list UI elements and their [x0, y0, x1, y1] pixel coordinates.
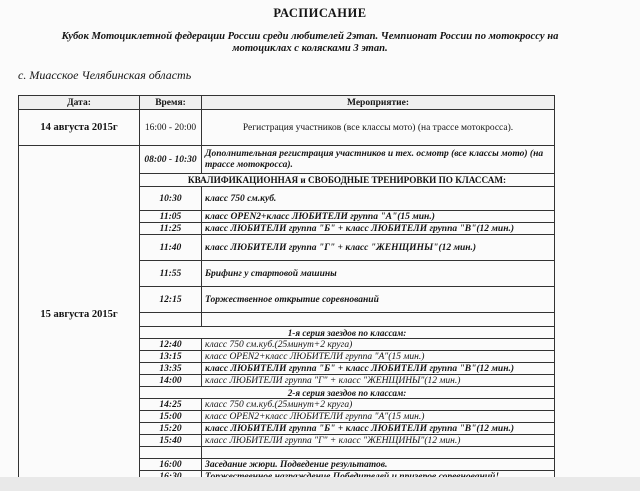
- time-cell: 12:15: [140, 287, 202, 313]
- event-cell: класс ЛЮБИТЕЛИ группа "Б" + класс ЛЮБИТЕЛИ группа "В"(12 мин.): [202, 223, 555, 235]
- event-cell: Заседание жюри. Подведение результатов.: [202, 459, 555, 471]
- location-line: с. Миасское Челябинская область: [18, 68, 192, 82]
- table-row: [19, 146, 555, 174]
- event-cell: Торжественное открытие соревнований: [202, 287, 555, 313]
- event-cell: класс 750 см.куб.(25минут+2 круга): [202, 399, 555, 411]
- event-cell: класс OPEN2+класс ЛЮБИТЕЛИ группа "А"(15 мин.): [202, 351, 555, 363]
- event-cell: Регистрация участников (все классы мото) (на трассе мотокросса).: [202, 110, 555, 146]
- header-date: Дата:: [19, 96, 140, 110]
- time-cell: 11:25: [140, 223, 202, 235]
- document-title: РАСПИСАНИЕ: [273, 6, 367, 20]
- date-cell: 14 августа 2015г: [19, 110, 140, 146]
- event-cell: класс OPEN2+класс ЛЮБИТЕЛИ группа "А"(15 мин.): [202, 211, 555, 223]
- date-cell: 15 августа 2015г: [19, 146, 140, 483]
- time-cell: 13:15: [140, 351, 202, 363]
- time-cell: 12:40: [140, 339, 202, 351]
- event-cell: класс ЛЮБИТЕЛИ группа "Б" + класс ЛЮБИТЕЛИ группа "В"(12 мин.): [202, 363, 555, 375]
- event-cell: класс 750 см.куб.(25минут+2 круга): [202, 339, 555, 351]
- event-cell: класс ЛЮБИТЕЛИ группа "Г" + класс "ЖЕНЩИНЫ"(12 мин.): [202, 235, 555, 261]
- section-header: КВАЛИФИКАЦИОННАЯ и СВОБОДНЫЕ ТРЕНИРОВКИ ПО КЛАССАМ:: [140, 174, 555, 187]
- time-cell: 14:00: [140, 375, 202, 387]
- event-cell: Брифинг у стартовой машины: [202, 261, 555, 287]
- time-cell: 16:00: [140, 459, 202, 471]
- event-cell: Дополнительная регистрация участников и тех. осмотр (все классы мото) (на трассе мотокросса).: [202, 146, 555, 174]
- time-cell: 14:25: [140, 399, 202, 411]
- time-cell: 15:20: [140, 423, 202, 435]
- event-cell: класс 750 см.куб.: [202, 187, 555, 211]
- empty-cell: [202, 447, 555, 459]
- event-cell: класс ЛЮБИТЕЛИ группа "Г" + класс "ЖЕНЩИНЫ"(12 мин.): [202, 435, 555, 447]
- header-time: Время:: [140, 96, 202, 110]
- event-cell: класс OPEN2+класс ЛЮБИТЕЛИ группа "А"(15 мин.): [202, 411, 555, 423]
- empty-cell: [140, 313, 202, 327]
- time-cell: 13:35: [140, 363, 202, 375]
- page-bottom-edge: [0, 477, 640, 491]
- section-header: 2-я серия заездов по классам:: [140, 387, 555, 399]
- time-cell: 11:55: [140, 261, 202, 287]
- event-cell: класс ЛЮБИТЕЛИ группа "Г" + класс "ЖЕНЩИНЫ"(12 мин.): [202, 375, 555, 387]
- header-event: Мероприятие:: [202, 96, 555, 110]
- time-cell: 10:30: [140, 187, 202, 211]
- empty-cell: [140, 447, 202, 459]
- schedule-table: [18, 95, 555, 483]
- time-cell: 16:00 - 20:00: [140, 110, 202, 146]
- event-cell: класс ЛЮБИТЕЛИ группа "Б" + класс ЛЮБИТЕЛИ группа "В"(12 мин.): [202, 423, 555, 435]
- document-subtitle: Кубок Мотоциклетной федерации России среди любителей 2этап. Чемпионат России по мотокроссу на мотоциклах с колясками 3 этап.: [61, 31, 559, 54]
- time-cell: 08:00 - 10:30: [140, 146, 202, 174]
- table-header-row: [19, 96, 555, 110]
- time-cell: 15:00: [140, 411, 202, 423]
- time-cell: 11:40: [140, 235, 202, 261]
- time-cell: 15:40: [140, 435, 202, 447]
- section-header: 1-я серия заездов по классам:: [140, 327, 555, 339]
- empty-cell: [202, 313, 555, 327]
- time-cell: 11:05: [140, 211, 202, 223]
- table-row: [19, 110, 555, 146]
